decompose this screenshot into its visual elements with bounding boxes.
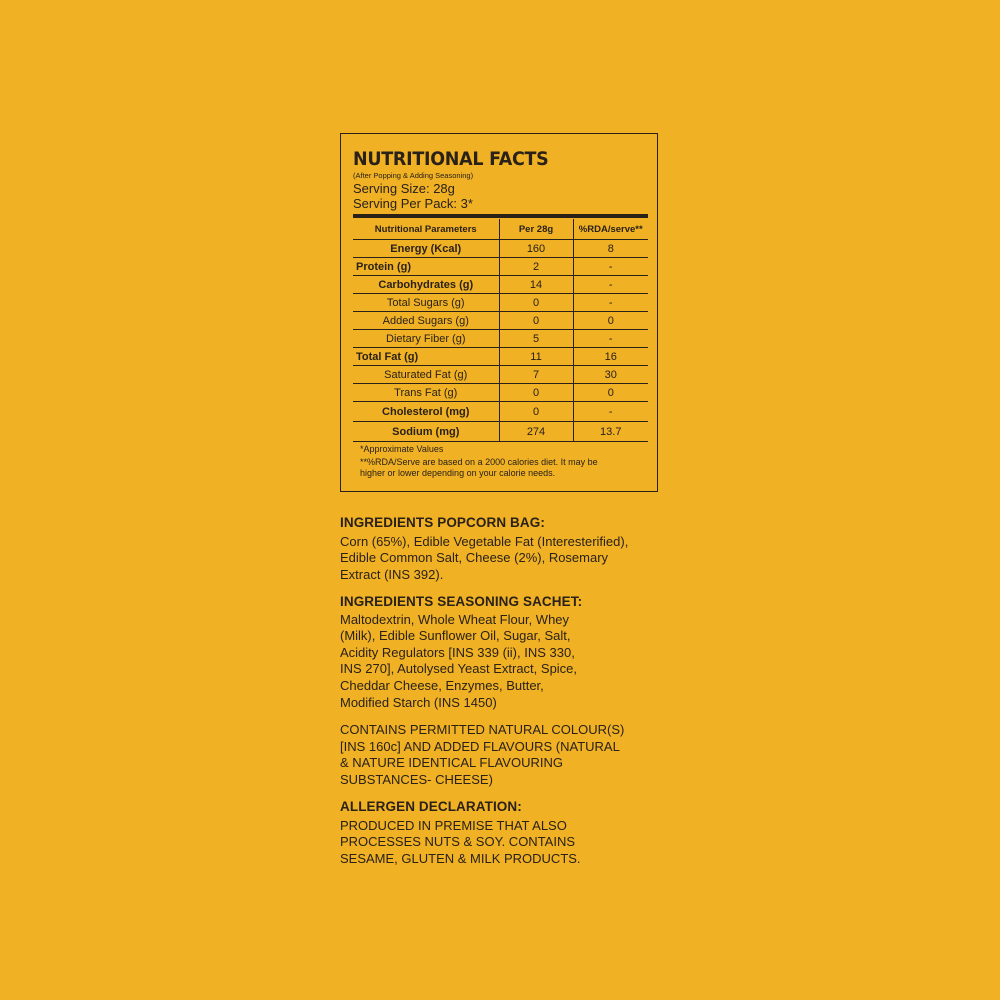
- text-line: INS 270], Autolysed Yeast Extract, Spice,: [340, 661, 578, 677]
- table-row: [353, 330, 648, 348]
- row-per-serving: 0: [499, 312, 573, 330]
- row-rda: 13.7: [573, 422, 648, 442]
- row-per-serving: 7: [499, 366, 573, 384]
- row-name: Saturated Fat (g): [353, 366, 499, 384]
- footnote: *Approximate Values: [360, 444, 444, 454]
- row-name: Cholesterol (mg): [353, 402, 499, 422]
- row-name: Total Sugars (g): [353, 294, 499, 312]
- row-rda: -: [573, 330, 648, 348]
- nutrition-title: NUTRITIONAL FACTS: [353, 148, 549, 170]
- row-name: Trans Fat (g): [353, 384, 499, 402]
- text-line: SESAME, GLUTEN & MILK PRODUCTS.: [340, 850, 581, 866]
- row-per-serving: 0: [499, 294, 573, 312]
- nutrition-subtitle: (After Popping & Adding Seasoning): [353, 171, 474, 180]
- table-row: [353, 276, 648, 294]
- text-line: SUBSTANCES- CHEESE): [340, 771, 493, 787]
- contains-section: [340, 722, 660, 788]
- ingredients-bag-section: [340, 515, 660, 583]
- row-rda: -: [573, 258, 648, 276]
- row-per-serving: 11: [499, 348, 573, 366]
- text-line: [INS 160c] AND ADDED FLAVOURS (NATURAL: [340, 738, 620, 754]
- row-name: Sodium (mg): [353, 422, 499, 442]
- row-rda: 30: [573, 366, 648, 384]
- table-row: [353, 258, 648, 276]
- row-per-serving: 0: [499, 402, 573, 422]
- text-line: PRODUCED IN PREMISE THAT ALSO: [340, 817, 567, 833]
- table-row: [353, 422, 648, 442]
- table-row: [353, 312, 648, 330]
- row-per-serving: 14: [499, 276, 573, 294]
- table-row: [353, 384, 648, 402]
- row-name: Added Sugars (g): [353, 312, 499, 330]
- row-rda: 0: [573, 312, 648, 330]
- row-name: Dietary Fiber (g): [353, 330, 499, 348]
- thick-divider: [353, 214, 648, 218]
- text-line: PROCESSES NUTS & SOY. CONTAINS: [340, 834, 576, 850]
- column-header: Per 28g: [499, 219, 573, 240]
- row-rda: 16: [573, 348, 648, 366]
- row-per-serving: 0: [499, 384, 573, 402]
- row-name: Total Fat (g): [353, 348, 499, 366]
- serving-size: Serving Size: 28g: [353, 181, 455, 196]
- row-name: Energy (Kcal): [353, 240, 499, 258]
- nutrition-table: [353, 219, 648, 442]
- text-line: Cheddar Cheese, Enzymes, Butter,: [340, 677, 544, 693]
- table-row: [353, 348, 648, 366]
- ingredients-sachet-section: [340, 594, 660, 711]
- row-rda: 8: [573, 240, 648, 258]
- text-line: Modified Starch (INS 1450): [340, 694, 497, 710]
- table-header-row: [353, 219, 648, 240]
- allergen-heading: ALLERGEN DECLARATION:: [340, 799, 522, 814]
- table-row: [353, 240, 648, 258]
- row-per-serving: 160: [499, 240, 573, 258]
- serving-per-pack: Serving Per Pack: 3*: [353, 196, 473, 211]
- table-row: [353, 402, 648, 422]
- table-row: [353, 366, 648, 384]
- text-line: & NATURE IDENTICAL FLAVOURING: [340, 755, 563, 771]
- row-name: Carbohydrates (g): [353, 276, 499, 294]
- column-header: Nutritional Parameters: [353, 219, 499, 240]
- nutrition-facts-panel: [340, 133, 658, 492]
- row-per-serving: 274: [499, 422, 573, 442]
- row-rda: -: [573, 402, 648, 422]
- column-header: %RDA/serve**: [573, 219, 648, 240]
- allergen-section: [340, 799, 660, 867]
- text-line: Maltodextrin, Whole Wheat Flour, Whey: [340, 611, 570, 627]
- table-row: [353, 294, 648, 312]
- text-line: Edible Common Salt, Cheese (2%), Rosemary: [340, 550, 609, 566]
- text-line: Extract (INS 392).: [340, 566, 444, 582]
- footnote: higher or lower depending on your calorie needs.: [360, 468, 556, 478]
- text-line: Corn (65%), Edible Vegetable Fat (Interesterified),: [340, 533, 629, 549]
- row-name: Protein (g): [353, 258, 499, 276]
- row-per-serving: 5: [499, 330, 573, 348]
- row-rda: -: [573, 294, 648, 312]
- row-rda: -: [573, 276, 648, 294]
- footnote: **%RDA/Serve are based on a 2000 calories diet. It may be: [360, 457, 598, 467]
- text-line: CONTAINS PERMITTED NATURAL COLOUR(S): [340, 722, 625, 737]
- row-per-serving: 2: [499, 258, 573, 276]
- row-rda: 0: [573, 384, 648, 402]
- text-line: (Milk), Edible Sunflower Oil, Sugar, Salt,: [340, 628, 571, 644]
- ingredients-bag-heading: INGREDIENTS POPCORN BAG:: [340, 515, 545, 530]
- text-line: Acidity Regulators [INS 339 (ii), INS 330,: [340, 644, 575, 660]
- ingredients-sachet-heading: INGREDIENTS SEASONING SACHET:: [340, 594, 583, 609]
